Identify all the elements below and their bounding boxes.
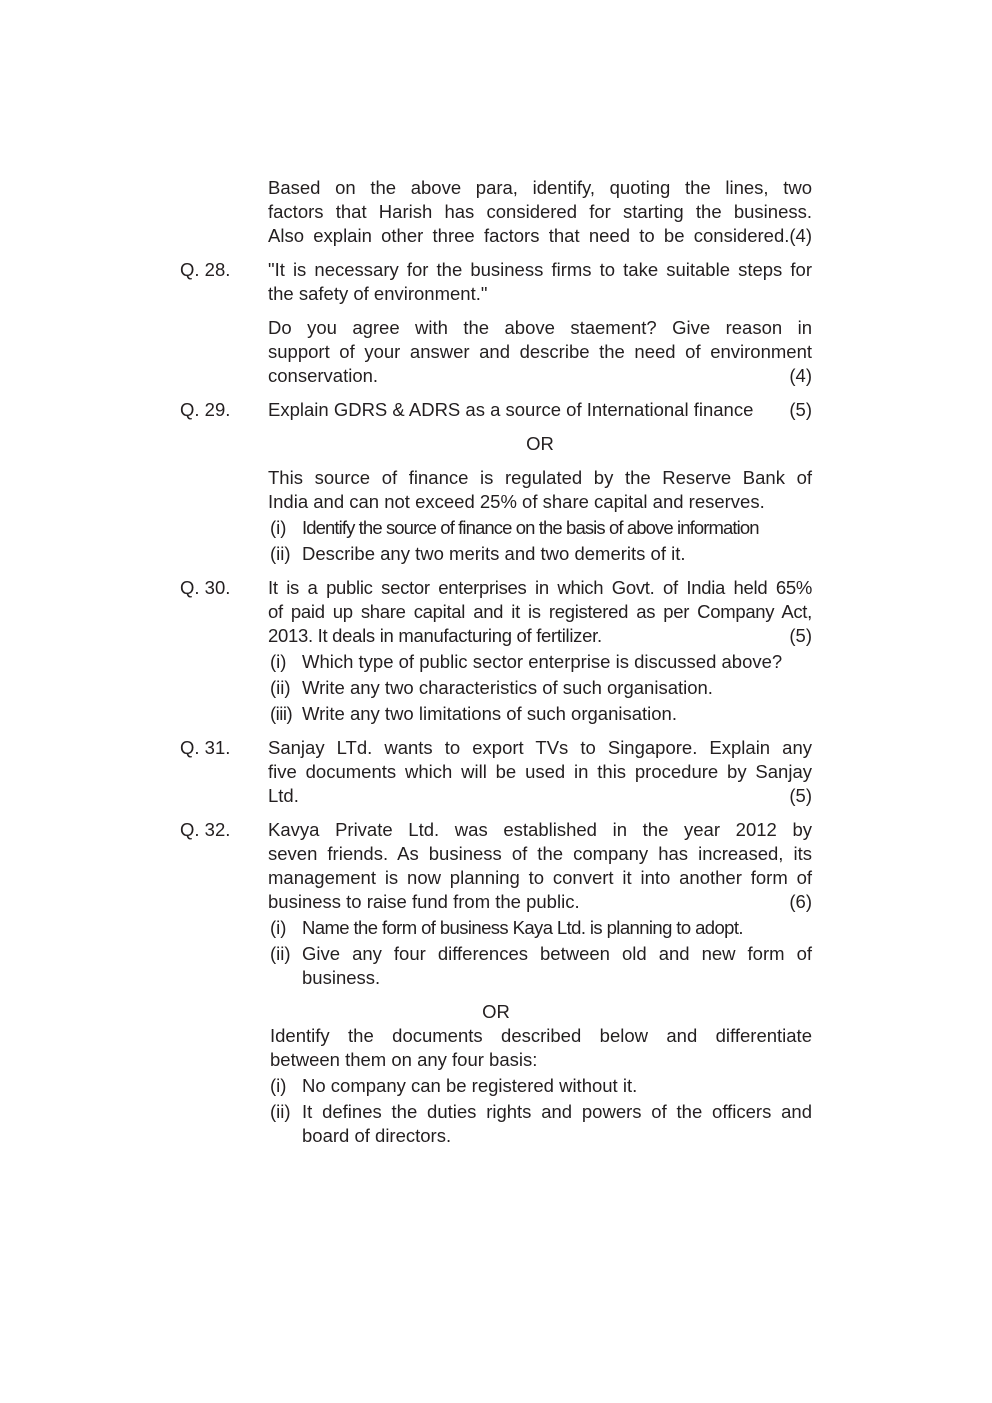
marks-row [268,398,812,422]
question-number: Q. 32. [180,819,231,840]
list-item [270,1074,812,1098]
marks-row [268,784,812,808]
marks-row [268,624,812,648]
list-marker: (ii) [270,543,291,564]
list-text: Which type of public sector enterprise is discussed above? [302,651,783,672]
or-divider: OR [482,1001,510,1022]
marks-row [268,890,812,914]
list-text: No company can be registered without it. [302,1075,638,1096]
text-line: Based on the above para, identify, quoting the lines, two [268,177,812,198]
text-line: the safety of environment." [268,283,488,304]
list-text: Identify the source of finance on the basis of above information [302,517,759,538]
text-line: Kavya Private Ltd. was established in the year 2012 by [268,819,812,840]
text-line: Explain GDRS & ADRS as a source of International finance [268,399,754,420]
marks: (5) [789,785,812,806]
list-marker: (ii) [270,677,291,698]
text-line: This source of finance is regulated by the Reserve Bank of [268,467,812,488]
text-line: Ltd. [268,785,299,806]
text-line: support of your answer and describe the need of environment [268,341,812,362]
text-line: of paid up share capital and it is registered as per Company Act, [268,601,812,622]
q30-question [268,576,812,648]
list-item [270,1100,812,1148]
text-line: business to raise fund from the public. [268,891,580,912]
marks: (5) [789,399,812,420]
q28-question [268,316,812,388]
text-line: seven friends. As business of the company has increased, its [268,843,812,864]
text-line: Identify the documents described below and differentiate [270,1025,812,1046]
list-item [270,542,812,566]
list-marker: (i) [270,917,287,938]
list-marker: (ii) [270,943,291,964]
question-number: Q. 31. [180,737,231,758]
q29-alternative [268,466,812,514]
list-item [270,942,812,990]
text-line: Also explain other three factors that need to be considered.(4) [268,225,812,246]
text-line: 2013. It deals in manufacturing of fertilizer. [268,625,602,646]
list-text: Describe any two merits and two demerits of it. [302,543,686,564]
list-text-block [302,1100,812,1148]
list-marker: (i) [270,517,287,538]
list-item [270,676,812,700]
q27-continuation [268,176,812,248]
list-text: Name the form of business Kaya Ltd. is planning to adopt. [302,917,743,938]
text-line: It defines the duties rights and powers of the officers and [302,1101,812,1122]
marks-row [268,364,812,388]
question-number: Q. 30. [180,577,231,598]
marks: (6) [789,891,812,912]
list-marker: (iii) [270,703,293,724]
q32-alternative [270,1024,812,1072]
text-line: conservation. [268,365,379,386]
list-text: Write any two characteristics of such organisation. [302,677,713,698]
text-line: "It is necessary for the business firms to take suitable steps for [268,259,812,280]
q32-question [268,818,812,914]
text-line: management is now planning to convert it into another form of [268,867,812,888]
list-marker: (ii) [270,1101,291,1122]
text-line: Give any four differences between old and new form of [302,943,812,964]
list-item [270,916,812,940]
text-line: five documents which will be used in this procedure by Sanjay [268,761,812,782]
text-line: factors that Harish has considered for starting the business. [268,201,812,222]
list-text-block [302,942,812,990]
list-item [270,650,812,674]
or-divider: OR [526,433,554,454]
list-item [270,516,812,540]
list-marker: (i) [270,1075,287,1096]
text-line: It is a public sector enterprises in which Govt. of India held 65% [268,577,812,598]
q29-question [268,398,812,422]
text-line: between them on any four basis: [270,1049,538,1070]
question-number: Q. 28. [180,259,231,280]
text-line: Sanjay LTd. wants to export TVs to Singapore. Explain any [268,737,812,758]
q28-quote [268,258,812,306]
list-text: Write any two limitations of such organisation. [302,703,677,724]
q31-question [268,736,812,808]
question-number: Q. 29. [180,399,231,420]
text-line: board of directors. [302,1125,452,1146]
marks: (4) [789,365,812,386]
list-item [270,702,812,726]
marks: (5) [789,625,812,646]
text-line: business. [302,967,381,988]
list-marker: (i) [270,651,287,672]
text-line: Do you agree with the above staement? Give reason in [268,317,812,338]
text-line: India and can not exceed 25% of share capital and reserves. [268,491,765,512]
